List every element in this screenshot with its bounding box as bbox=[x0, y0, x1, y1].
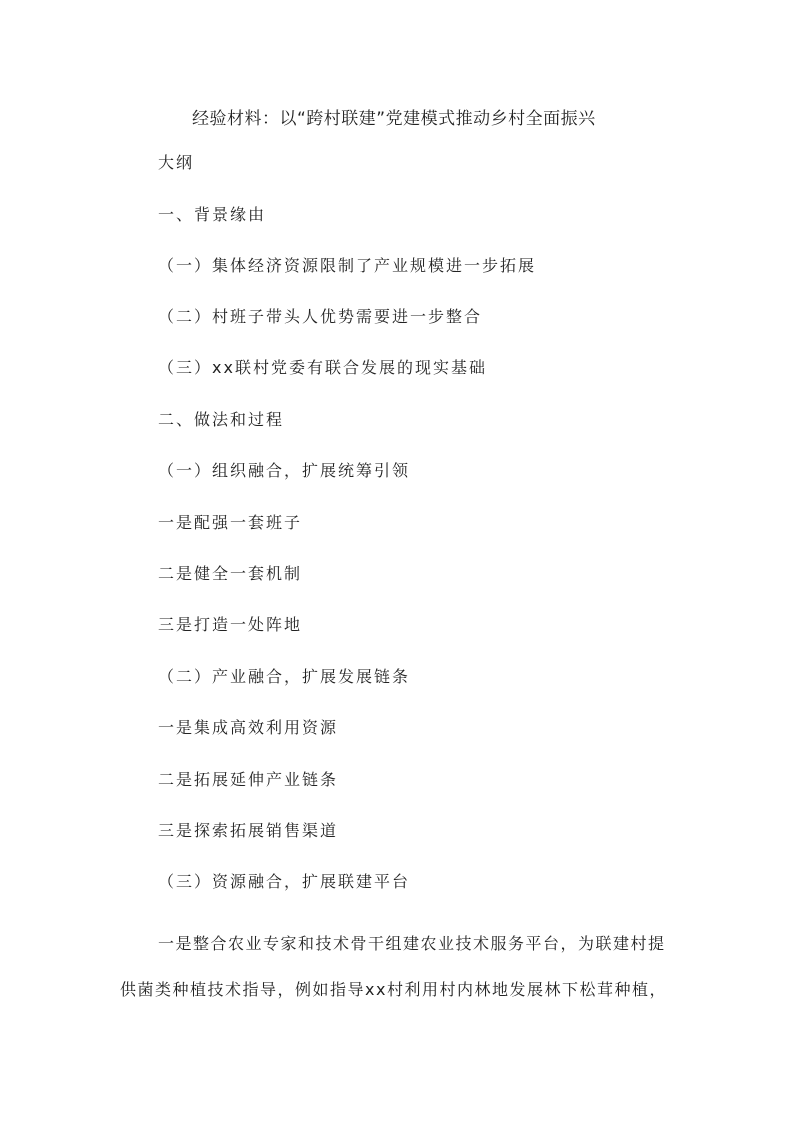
list-item: 三是探索拓展销售渠道 bbox=[158, 821, 339, 840]
list-item: 二是拓展延伸产业链条 bbox=[158, 770, 339, 789]
list-item: 二是健全一套机制 bbox=[158, 564, 303, 583]
outline-heading: 大纲 bbox=[158, 153, 195, 172]
subsection-2-3: （三）资源融合，扩展联建平台 bbox=[158, 872, 411, 891]
document-title: 经验材料：以“跨村联建”党建模式推动乡村全面振兴 bbox=[192, 109, 596, 129]
list-item: 一是配强一套班子 bbox=[158, 513, 303, 532]
subsection-2-2: （二）产业融合，扩展发展链条 bbox=[158, 667, 411, 686]
subsection-2-1: （一）组织融合，扩展统筹引领 bbox=[158, 461, 411, 480]
list-item: 一是集成高效利用资源 bbox=[158, 718, 339, 737]
section-heading-2: 二、做法和过程 bbox=[158, 410, 285, 429]
subsection-1-2: （二）村班子带头人优势需要进一步整合 bbox=[158, 307, 483, 326]
subsection-1-1: （一）集体经济资源限制了产业规模进一步拓展 bbox=[158, 256, 537, 275]
list-item: 三是打造一处阵地 bbox=[158, 615, 303, 634]
section-heading-1: 一、背景缘由 bbox=[158, 205, 267, 224]
subsection-1-3: （三）xx联村党委有联合发展的现实基础 bbox=[158, 358, 487, 377]
body-paragraph: 一是整合农业专家和技术骨干组建农业技术服务平台，为联建村提供菌类种植技术指导，例如指导xx村利用村内林地发展林下松茸种植， bbox=[120, 934, 667, 999]
